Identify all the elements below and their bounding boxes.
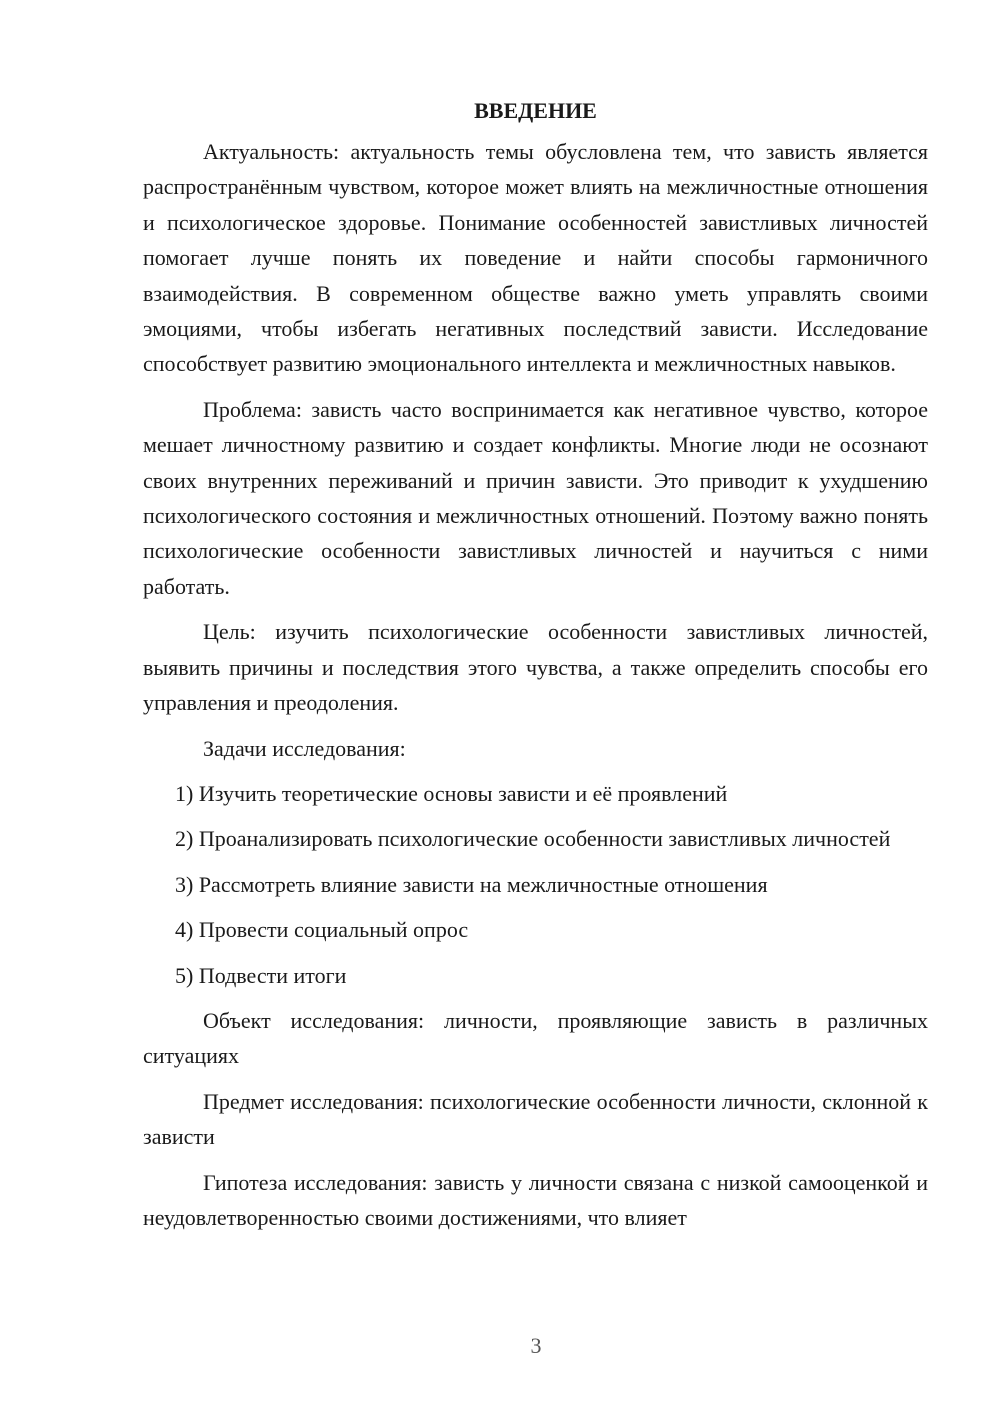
task-item: 2) Проанализировать психологические особенности завистливых личностей: [175, 826, 891, 852]
paragraph-hypothesis: Гипотеза исследования: зависть у личности связана с низкой самооценкой и неудовлетворенностью своими достижениями, что влияет: [143, 1169, 928, 1230]
tasks-title: Задачи исследования:: [203, 735, 406, 761]
paragraph-subject: Предмет исследования: психологические особенности личности, склонной к зависти: [143, 1088, 928, 1150]
paragraph-object: Объект исследования: личности, проявляющие зависть в различных ситуациях: [143, 1007, 928, 1069]
page-body: [143, 93, 928, 1245]
task-item: 5) Подвести итоги: [175, 962, 347, 988]
paragraph-relevance: Актуальность: актуальность темы обусловлена тем, что зависть является распространённым чувством, которое может влиять на межличностные отношения и психологическое здоровье. Понимание особенностей завистливых личностей помогает лучше понять их поведение и найти способы гармоничного взаимодействия. В современном обществе важно уметь управлять своими эмоциями, чтобы избегать негативных последствий зависти. Исследование способствует развитию эмоционального интеллекта и межличностных навыков.: [143, 139, 928, 377]
page-number: 3: [530, 1333, 542, 1358]
page-heading: ВВЕДЕНИЕ: [474, 98, 597, 123]
task-item: 1) Изучить теоретические основы зависти и её проявлений: [175, 780, 728, 806]
task-item: 3) Рассмотреть влияние зависти на межличностные отношения: [175, 871, 768, 897]
task-item: 4) Провести социальный опрос: [175, 917, 469, 943]
paragraph-goal: Цель: изучить психологические особенности завистливых личностей, выявить причины и последствия этого чувства, а также определить способы его управления и преодоления.: [143, 619, 928, 716]
paragraph-problem: Проблема: зависть часто воспринимается как негативное чувство, которое мешает личностному развитию и создает конфликты. Многие люди не осознают своих внутренних переживаний и причин зависти. Это приводит к ухудшению психологического состояния и межличностных отношений. Поэтому важно понять психологические особенности завистливых личностей и научиться с ними работать.: [143, 396, 928, 599]
